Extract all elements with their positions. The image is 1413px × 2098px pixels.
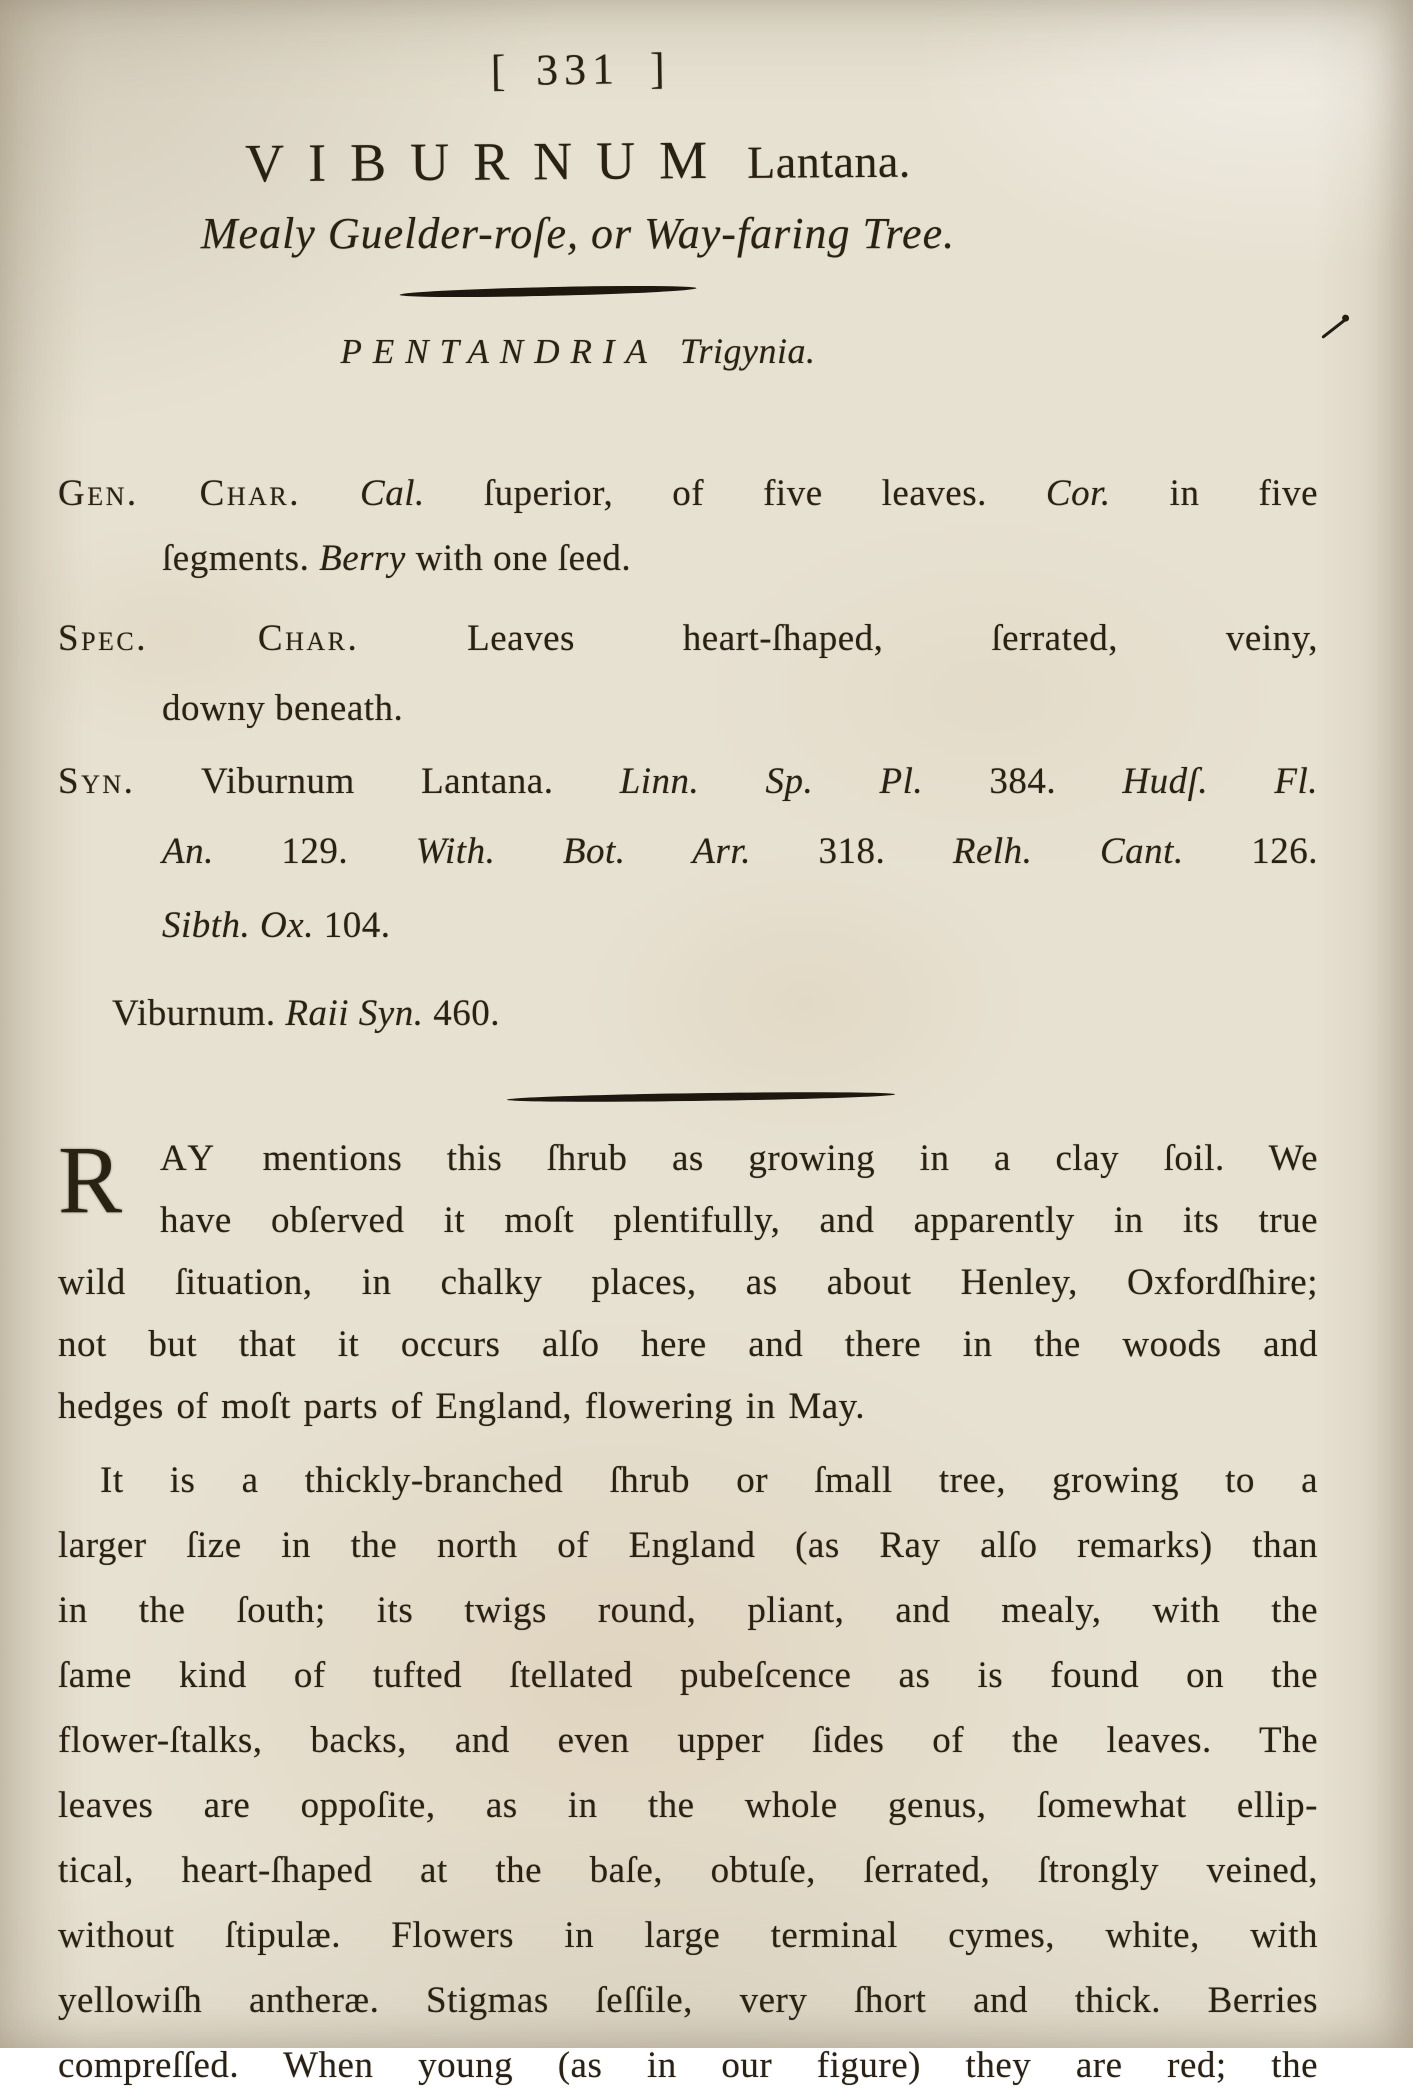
species-name: Lantana. bbox=[747, 135, 912, 188]
text-line: have obſerved it moſt plentifully, and apparently in its true bbox=[160, 1200, 1318, 1241]
drop-cap-word-rest: AY bbox=[160, 1138, 219, 1179]
partial-text-line: compreſſed. When young (as in our figure) they are red; the bbox=[58, 2045, 1318, 2086]
body-paragraph-2 bbox=[58, 1448, 1318, 2098]
text-line: ſame kind of tufted ſtellated pubeſcence as is found on the bbox=[58, 1655, 1318, 1696]
page-number bbox=[58, 37, 1099, 103]
gen-char-line-1: Gen. Char. Cal. ſuperior, of five leaves. Cor. in five bbox=[58, 473, 1319, 514]
text-line: leaves are oppoſite, as in the whole genus, ſomewhat ellip- bbox=[58, 1785, 1318, 1826]
page-title bbox=[58, 126, 1098, 195]
classification-line bbox=[58, 330, 1098, 372]
text-line: AY mentions this ſhrub as growing in a clay ſoil. We bbox=[160, 1138, 1318, 1179]
swelled-rule-top bbox=[398, 284, 698, 300]
text-line: tical, heart-ſhaped at the baſe, obtuſe, ſerrated, ſtrongly veined, bbox=[58, 1850, 1318, 1891]
drop-cap: R bbox=[58, 1126, 123, 1233]
text-line: flower-ſtalks, backs, and even upper ſides of the leaves. The bbox=[58, 1720, 1318, 1761]
gen-char-line-2: ſegments. Berry with one ſeed. bbox=[162, 538, 632, 579]
order-name: PENTANDRIA bbox=[340, 332, 658, 371]
genus-name: VIBURNUM bbox=[244, 129, 732, 194]
page-number-bracket-right: ] bbox=[649, 43, 666, 93]
page-subtitle: Mealy Guelder-roſe, or Way-faring Tree. bbox=[200, 209, 956, 258]
body-paragraph-1 bbox=[58, 1128, 1318, 1438]
swelled-rule-middle bbox=[505, 1090, 897, 1103]
synonym-line-3: Sibth. Ox. 104. bbox=[162, 905, 391, 946]
ink-speck bbox=[1321, 318, 1346, 339]
synonym-line-2: An. 129. With. Bot. Arr. 318. Relh. Cant. 126. bbox=[162, 831, 1319, 872]
spec-char-line-2: downy beneath. bbox=[162, 688, 404, 729]
text-line: without ſtipulæ. Flowers in large terminal cymes, white, with bbox=[58, 1915, 1318, 1956]
synonym-line-1: Syn. Viburnum Lantana. Linn. Sp. Pl. 384. Hudſ. Fl. bbox=[58, 761, 1318, 802]
spec-char-line-1: Spec. Char. Leaves heart-ſhaped, ſerrated, veiny, bbox=[58, 618, 1318, 659]
text-line: larger ſize in the north of England (as Ray alſo remarks) than bbox=[58, 1525, 1318, 1566]
text-line: in the ſouth; its twigs round, pliant, and mealy, with the bbox=[58, 1590, 1318, 1631]
text-line: yellowiſh antheræ. Stigmas ſeſſile, very ſhort and thick. Berries bbox=[58, 1980, 1318, 2021]
text-line: not but that it occurs alſo here and there in the woods and bbox=[58, 1324, 1318, 1365]
text-line: hedges of moſt parts of England, flowering in May. bbox=[58, 1386, 865, 1427]
page-number-bracket-left: [ bbox=[490, 46, 507, 96]
text-line: It is a thickly-branched ſhrub or ſmall tree, growing to a bbox=[100, 1460, 1318, 1501]
suborder-name: Trigynia. bbox=[679, 331, 816, 371]
page-number-value: 331 bbox=[535, 44, 621, 95]
text-line: wild ſituation, in chalky places, as about Henley, Oxfordſhire; bbox=[58, 1262, 1318, 1303]
synonym-extra-line: Viburnum. Raii Syn. 460. bbox=[112, 993, 500, 1034]
